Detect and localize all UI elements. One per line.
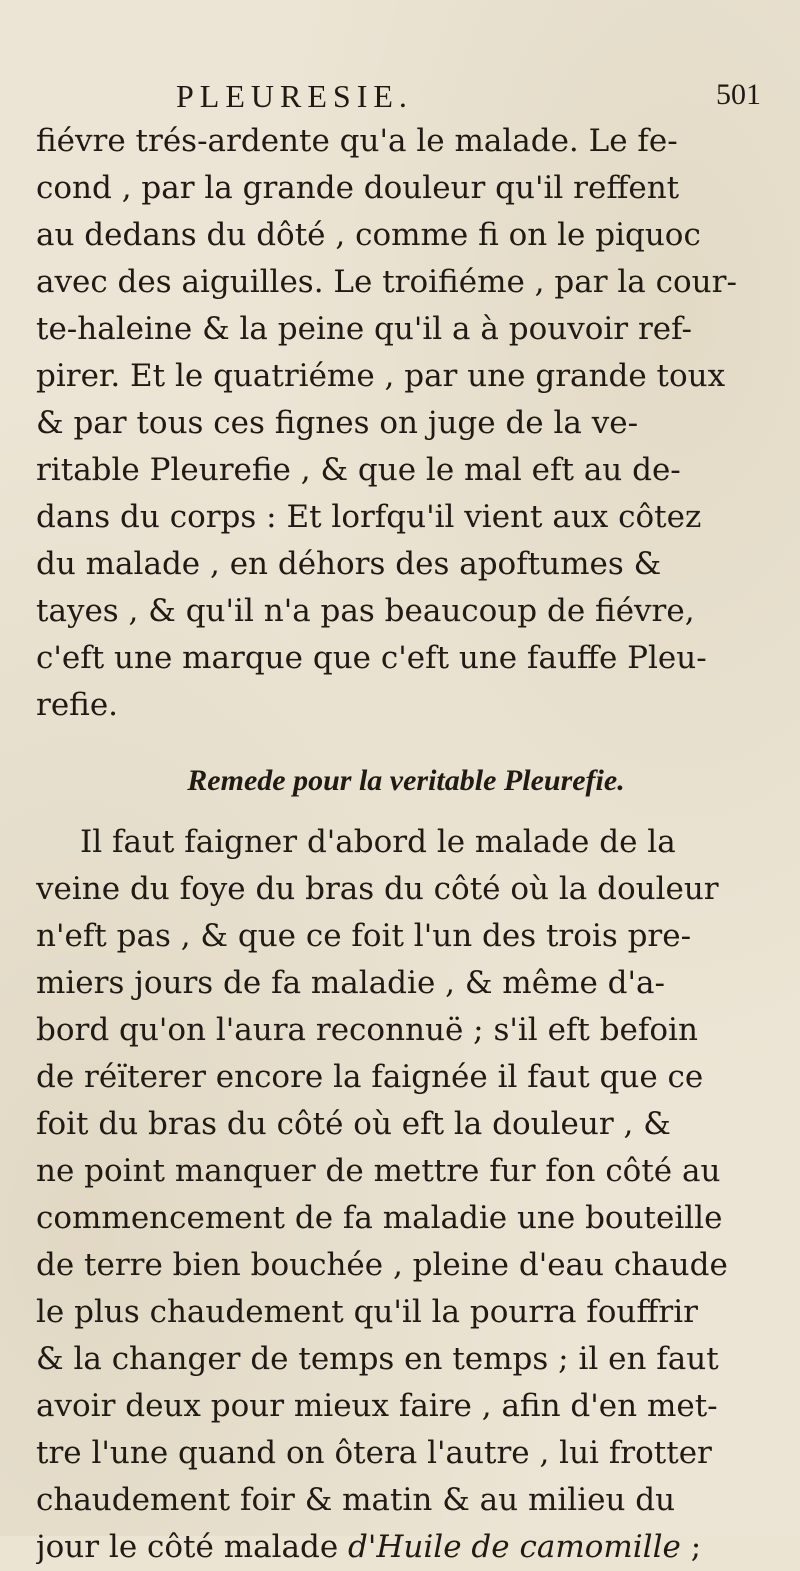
last-line-tail: ; xyxy=(680,1529,702,1565)
text-line: du malade , en déhors des apoftumes & xyxy=(36,546,662,582)
text-line: ritable Pleurefie , & que le mal eft au de- xyxy=(36,452,681,488)
text-line: de terre bien bouchée , pleine d'eau chaude xyxy=(36,1247,728,1283)
text-line: fiévre trés-ardente qu'a le malade. Le fe- xyxy=(36,123,678,159)
text-line: cond , par la grande douleur qu'il reffent xyxy=(36,170,680,206)
text-line: avec des aiguilles. Le troifiéme , par la cour- xyxy=(36,264,737,300)
paragraph-1 xyxy=(36,118,776,729)
text-line: ne point manquer de mettre fur fon côté au xyxy=(36,1153,721,1189)
text-line: bord qu'on l'aura reconnuë ; s'il eft befoin xyxy=(36,1012,698,1048)
text-line: refie. xyxy=(36,687,119,723)
text-line: foit du bras du côté où eft la douleur , & xyxy=(36,1106,671,1142)
text-line: & la changer de temps en temps ; il en faut xyxy=(36,1341,719,1377)
paragraph-2 xyxy=(36,819,776,1571)
text-line: de réïterer encore la faignée il faut que ce xyxy=(36,1059,704,1095)
text-line: Il faut faigner d'abord le malade de la xyxy=(80,824,676,860)
text-line: te-haleine & la peine qu'il a à pouvoir ref- xyxy=(36,311,692,347)
text-line: n'eft pas , & que ce foit l'un des trois pre- xyxy=(36,918,692,954)
text-line: chaudement foir & matin & au milieu du xyxy=(36,1482,676,1518)
text-line: le plus chaudement qu'il la pourra fouffrir xyxy=(36,1294,698,1330)
text-line: & par tous ces fignes on juge de la ve- xyxy=(36,405,639,441)
section-heading: Remede pour la veritable Pleurefie. xyxy=(187,764,625,797)
text-line: tayes , & qu'il n'a pas beaucoup de fiévre, xyxy=(36,593,695,629)
page-number: 501 xyxy=(716,78,761,111)
text-line: miers jours de fa maladie , & même d'a- xyxy=(36,965,665,1001)
text-line: au dedans du dôté , comme fi on le piquoc xyxy=(36,217,701,253)
text-line: dans du corps : Et lorfqu'il vient aux côtez xyxy=(36,499,702,535)
text-line: veine du foye du bras du côté où la douleur xyxy=(36,871,719,907)
text-line: pirer. Et le quatriéme , par une grande toux xyxy=(36,358,726,394)
last-line-roman: jour le côté malade xyxy=(36,1529,349,1565)
text-line: tre l'une quand on ôtera l'autre , lui frotter xyxy=(36,1435,712,1471)
running-title: PLEURESIE. xyxy=(176,78,413,114)
page-header xyxy=(0,78,800,118)
last-line-italic: d'Huile de camomille xyxy=(348,1529,681,1565)
text-line: commencement de fa maladie une bouteille xyxy=(36,1200,723,1236)
text-line: avoir deux pour mieux faire , afin d'en met- xyxy=(36,1388,718,1424)
text-line-last xyxy=(36,1524,776,1571)
body-text xyxy=(36,118,776,1571)
text-line: c'eft une marque que c'eft une fauffe Pleu- xyxy=(36,640,707,676)
